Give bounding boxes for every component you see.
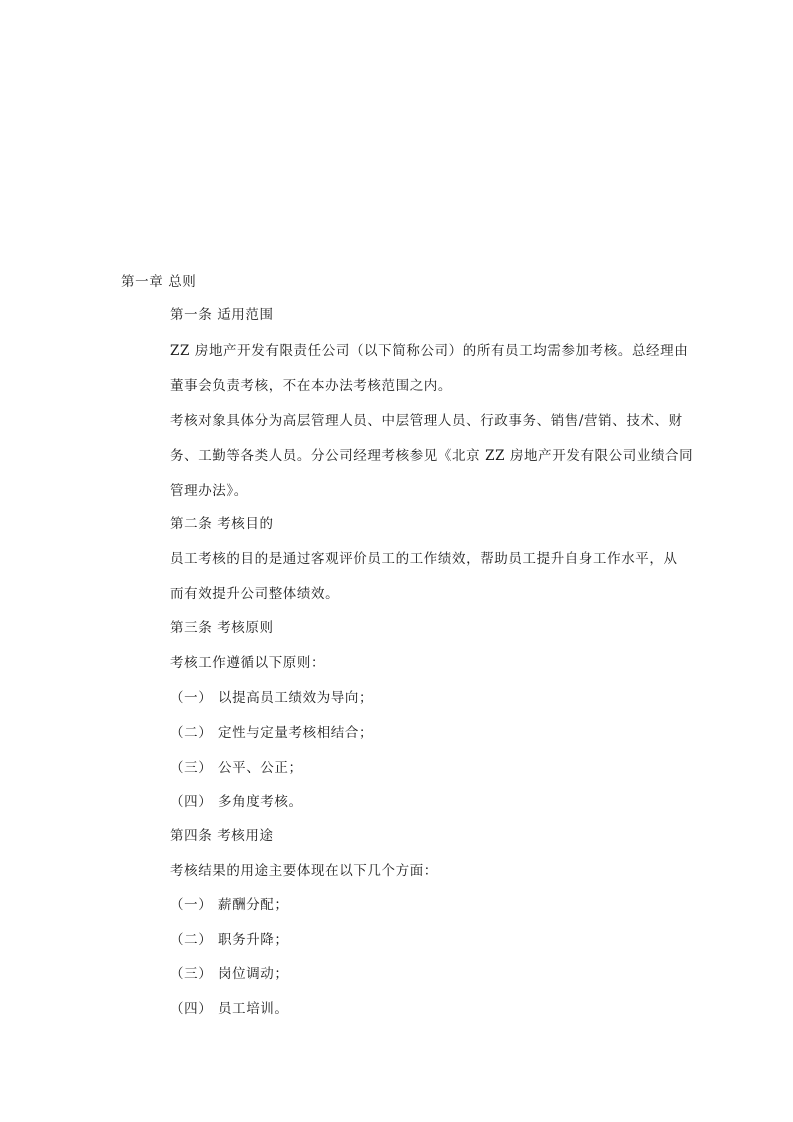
list-item <box>170 759 303 777</box>
list-item <box>170 689 373 707</box>
paragraph-line: 员工考核的目的是通过客观评价员工的工作绩效，帮助员工提升自身工作水平，从 <box>170 551 678 567</box>
list-item <box>170 896 289 914</box>
article-2-title: 第二条 考核目的 <box>170 516 274 532</box>
paragraph-line: 董事会负责考核，不在本办法考核范围之内。 <box>170 378 452 394</box>
list-number: （四） <box>170 1001 213 1017</box>
list-text: 薪酬分配； <box>218 897 289 913</box>
list-text: 岗位调动； <box>218 966 289 982</box>
list-number: （三） <box>170 760 213 776</box>
paragraph-line: 而有效提升公司整体绩效。 <box>170 586 340 602</box>
list-text: 以提高员工绩效为导向； <box>218 690 374 706</box>
list-item <box>170 1000 289 1018</box>
list-text: 公平、公正； <box>218 760 303 776</box>
article-4-title: 第四条 考核用途 <box>170 828 274 844</box>
list-number: （一） <box>170 690 213 706</box>
list-number: （一） <box>170 897 213 913</box>
list-number: （二） <box>170 725 213 741</box>
list-text: 职务升降； <box>218 932 289 948</box>
article-3-title: 第三条 考核原则 <box>170 620 274 636</box>
list-text: 定性与定量考核相结合； <box>218 725 374 741</box>
article-1-title: 第一条 适用范围 <box>170 307 274 323</box>
list-item <box>170 793 303 811</box>
paragraph-line: 务、工勤等各类人员。分公司经理考核参见《北京 ZZ 房地产开发有限公司业绩合同 <box>170 448 694 464</box>
list-number: （四） <box>170 794 213 810</box>
list-item <box>170 965 289 983</box>
list-number: （二） <box>170 932 213 948</box>
paragraph-line: 考核对象具体分为高层管理人员、中层管理人员、行政事务、销售/营销、技术、财 <box>170 413 683 429</box>
list-number: （三） <box>170 966 213 982</box>
article-4-intro: 考核结果的用途主要体现在以下几个方面： <box>170 863 438 879</box>
chapter-title: 第一章 总则 <box>121 274 197 290</box>
paragraph-line: 管理办法》。 <box>170 483 248 499</box>
article-3-intro: 考核工作遵循以下原则： <box>170 655 326 671</box>
list-item <box>170 724 373 742</box>
list-item <box>170 931 289 949</box>
list-text: 多角度考核。 <box>218 794 303 810</box>
list-text: 员工培训。 <box>218 1001 289 1017</box>
paragraph-line: ZZ 房地产开发有限责任公司（以下简称公司）的所有员工均需参加考核。总经理由 <box>170 343 689 359</box>
